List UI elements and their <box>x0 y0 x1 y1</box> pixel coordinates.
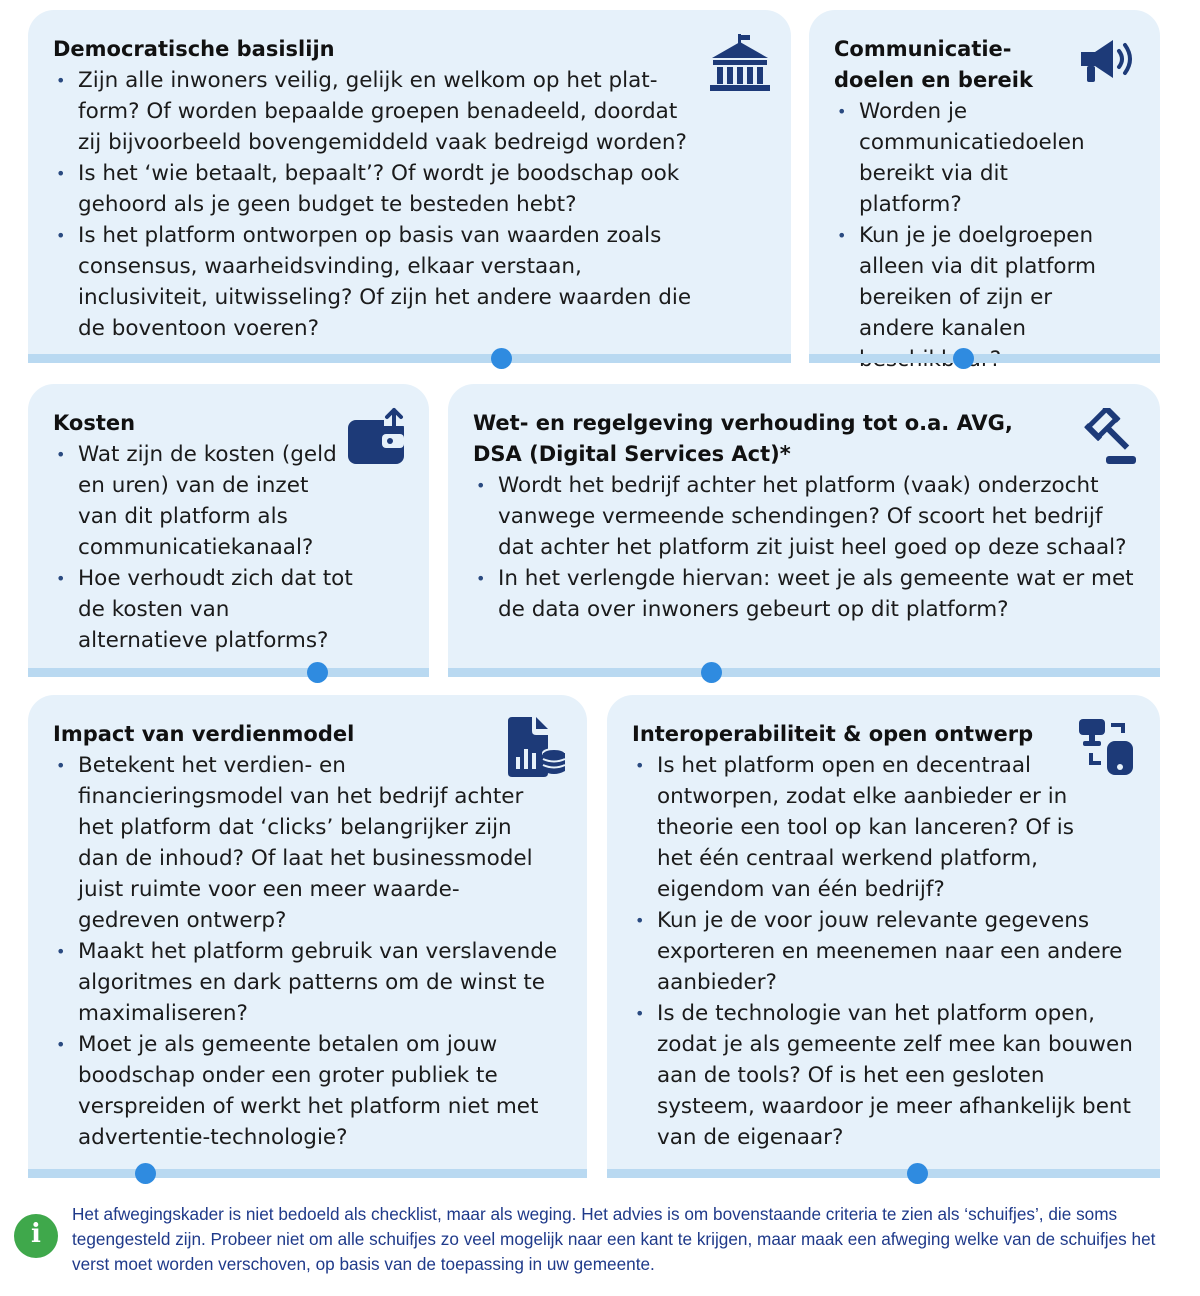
bullet-item: • Kun je je doelgroepen alleen via dit platform bereiken of zijn er andere kanalen <box>834 220 1119 375</box>
bullet-item: • In het verlengde hiervan: weet je als gemeente wat er met de data over inwoners gebeurt op dit platform? <box>473 563 1140 625</box>
government-building-icon <box>710 34 770 92</box>
slider-knob[interactable] <box>135 1163 156 1184</box>
bullet-item: • Wordt het bedrijf achter het platform (vaak) onderzocht vanwege vermeende schendingen? Of scoort het bedrijf dat achter het platform zit juist heel goed op deze schaal? <box>473 470 1140 563</box>
slider-track <box>607 1169 1160 1178</box>
interoperability-devices-icon <box>1077 717 1137 777</box>
footer-note: Het afwegingskader is niet bedoeld als checklist, maar als weging. Het advies is om bovenstaande criteria te zien als ‘schuifjes’, die soms tegengesteld zijn. Probeer niet om alle schuifjes zo veel mogelijk naar een kant te krijgen, maar maak een afweging welke van de schuifjes het verst moet worden verschoven, op basis van de toepassing in uw gemeente. <box>72 1204 1156 1274</box>
slider-knob[interactable] <box>907 1163 928 1184</box>
bullet-item: • Kun je de voor jouw relevante gegevens exporteren en meenemen naar een andere aanbieder? <box>632 905 1127 998</box>
wallet-upload-icon <box>346 406 406 466</box>
bullet-item: • Betekent het verdien- en financieringsmodel van het bedrijf achter het platform dat ‘clicks’ belangrijker zijn dan de inhoud? Of laat het businessmodel juist ruimte voor een meer waarde-gedreven ontwerp? <box>53 750 548 936</box>
bullet-item: • Is het platform ontworpen op basis van waarden zoals consensus, waarheidsvinding, elkaar verstaan, inclusiviteit, uitwisseling? Of zijn het andere waarden die de boventoon voeren? <box>53 220 711 344</box>
slider-track <box>448 668 1160 677</box>
card-communicatiedoelen <box>809 10 1160 363</box>
card-interoperabiliteit <box>607 695 1160 1178</box>
card-title: Interoperabiliteit & open ontwerp <box>632 722 1034 746</box>
bullet-item: • Hoe verhoudt zich dat tot de kosten van alternatieve platforms? <box>53 563 359 656</box>
card-title: Kosten <box>53 411 136 435</box>
bullet-item: • Worden je communicatiedoelen bereikt via dit platform? <box>834 96 1099 220</box>
slider-knob[interactable] <box>491 348 512 369</box>
bullet-list <box>473 470 1140 625</box>
card-title: Wet- en regelgeving verhouding tot o.a. AVG, DSA (Digital Services Act)* <box>473 411 1013 466</box>
bullet-list <box>53 750 567 1153</box>
bullet-item: • Is het ‘wie betaalt, bepaalt’? Of wordt je boodschap ook gehoord als je geen budget te besteden hebt? <box>53 158 711 220</box>
card-wet-en-regelgeving <box>448 384 1160 677</box>
bullet-list <box>53 439 359 656</box>
bullet-item: • Wat zijn de kosten (geld en uren) van de inzet van dit platform als communicatiekanaal? <box>53 439 338 563</box>
bullet-item: • Moet je als gemeente betalen om jouw boodschap onder een groter publiek te verspreiden of werkt het platform niet met advertentie-technologie? <box>53 1029 548 1153</box>
bullet-list <box>632 750 1140 1153</box>
info-icon: i <box>14 1214 58 1258</box>
bullet-list <box>834 96 1100 375</box>
megaphone-icon <box>1077 36 1137 88</box>
card-title: Democratische basislijn <box>53 37 335 61</box>
bullet-item: • Is de technologie van het platform open, zodat je als gemeente zelf mee kan bouwen aan de tools? Of is het een gesloten systeem, waardoor je meer afhankelijk bent van de eigenaar? <box>632 998 1140 1153</box>
card-kosten <box>28 384 429 677</box>
card-title: Impact van verdienmodel <box>53 722 355 746</box>
card-impact-verdienmodel <box>28 695 587 1178</box>
bullet-item: • Zijn alle inwoners veilig, gelijk en welkom op het plat-form? Of worden bepaalde groepen benadeeld, doordat zij bijvoorbeeld bovengemiddeld vaak bedreigd worden? <box>53 65 711 158</box>
bullet-list <box>53 65 711 344</box>
slider-knob[interactable] <box>307 662 328 683</box>
bullet-item: • Is het platform open en decentraal ontworpen, zodat elke aanbieder er in theorie een tool op kan lanceren? Of is het één centraal werkend platform, eigendom van één bedrijf? <box>632 750 1097 905</box>
slider-track <box>28 354 791 363</box>
financial-report-icon <box>506 717 566 777</box>
gavel-icon <box>1078 408 1138 466</box>
card-democratische-basislijn <box>28 10 791 363</box>
slider-track <box>28 1169 587 1178</box>
slider-track <box>809 354 1160 363</box>
slider-track <box>28 668 429 677</box>
slider-knob[interactable] <box>701 662 722 683</box>
card-title: Communicatie-doelen en bereik <box>834 37 1033 92</box>
bullet-item: • Maakt het platform gebruik van verslavende algoritmes en dark patterns om de winst te maximaliseren? <box>53 936 567 1029</box>
